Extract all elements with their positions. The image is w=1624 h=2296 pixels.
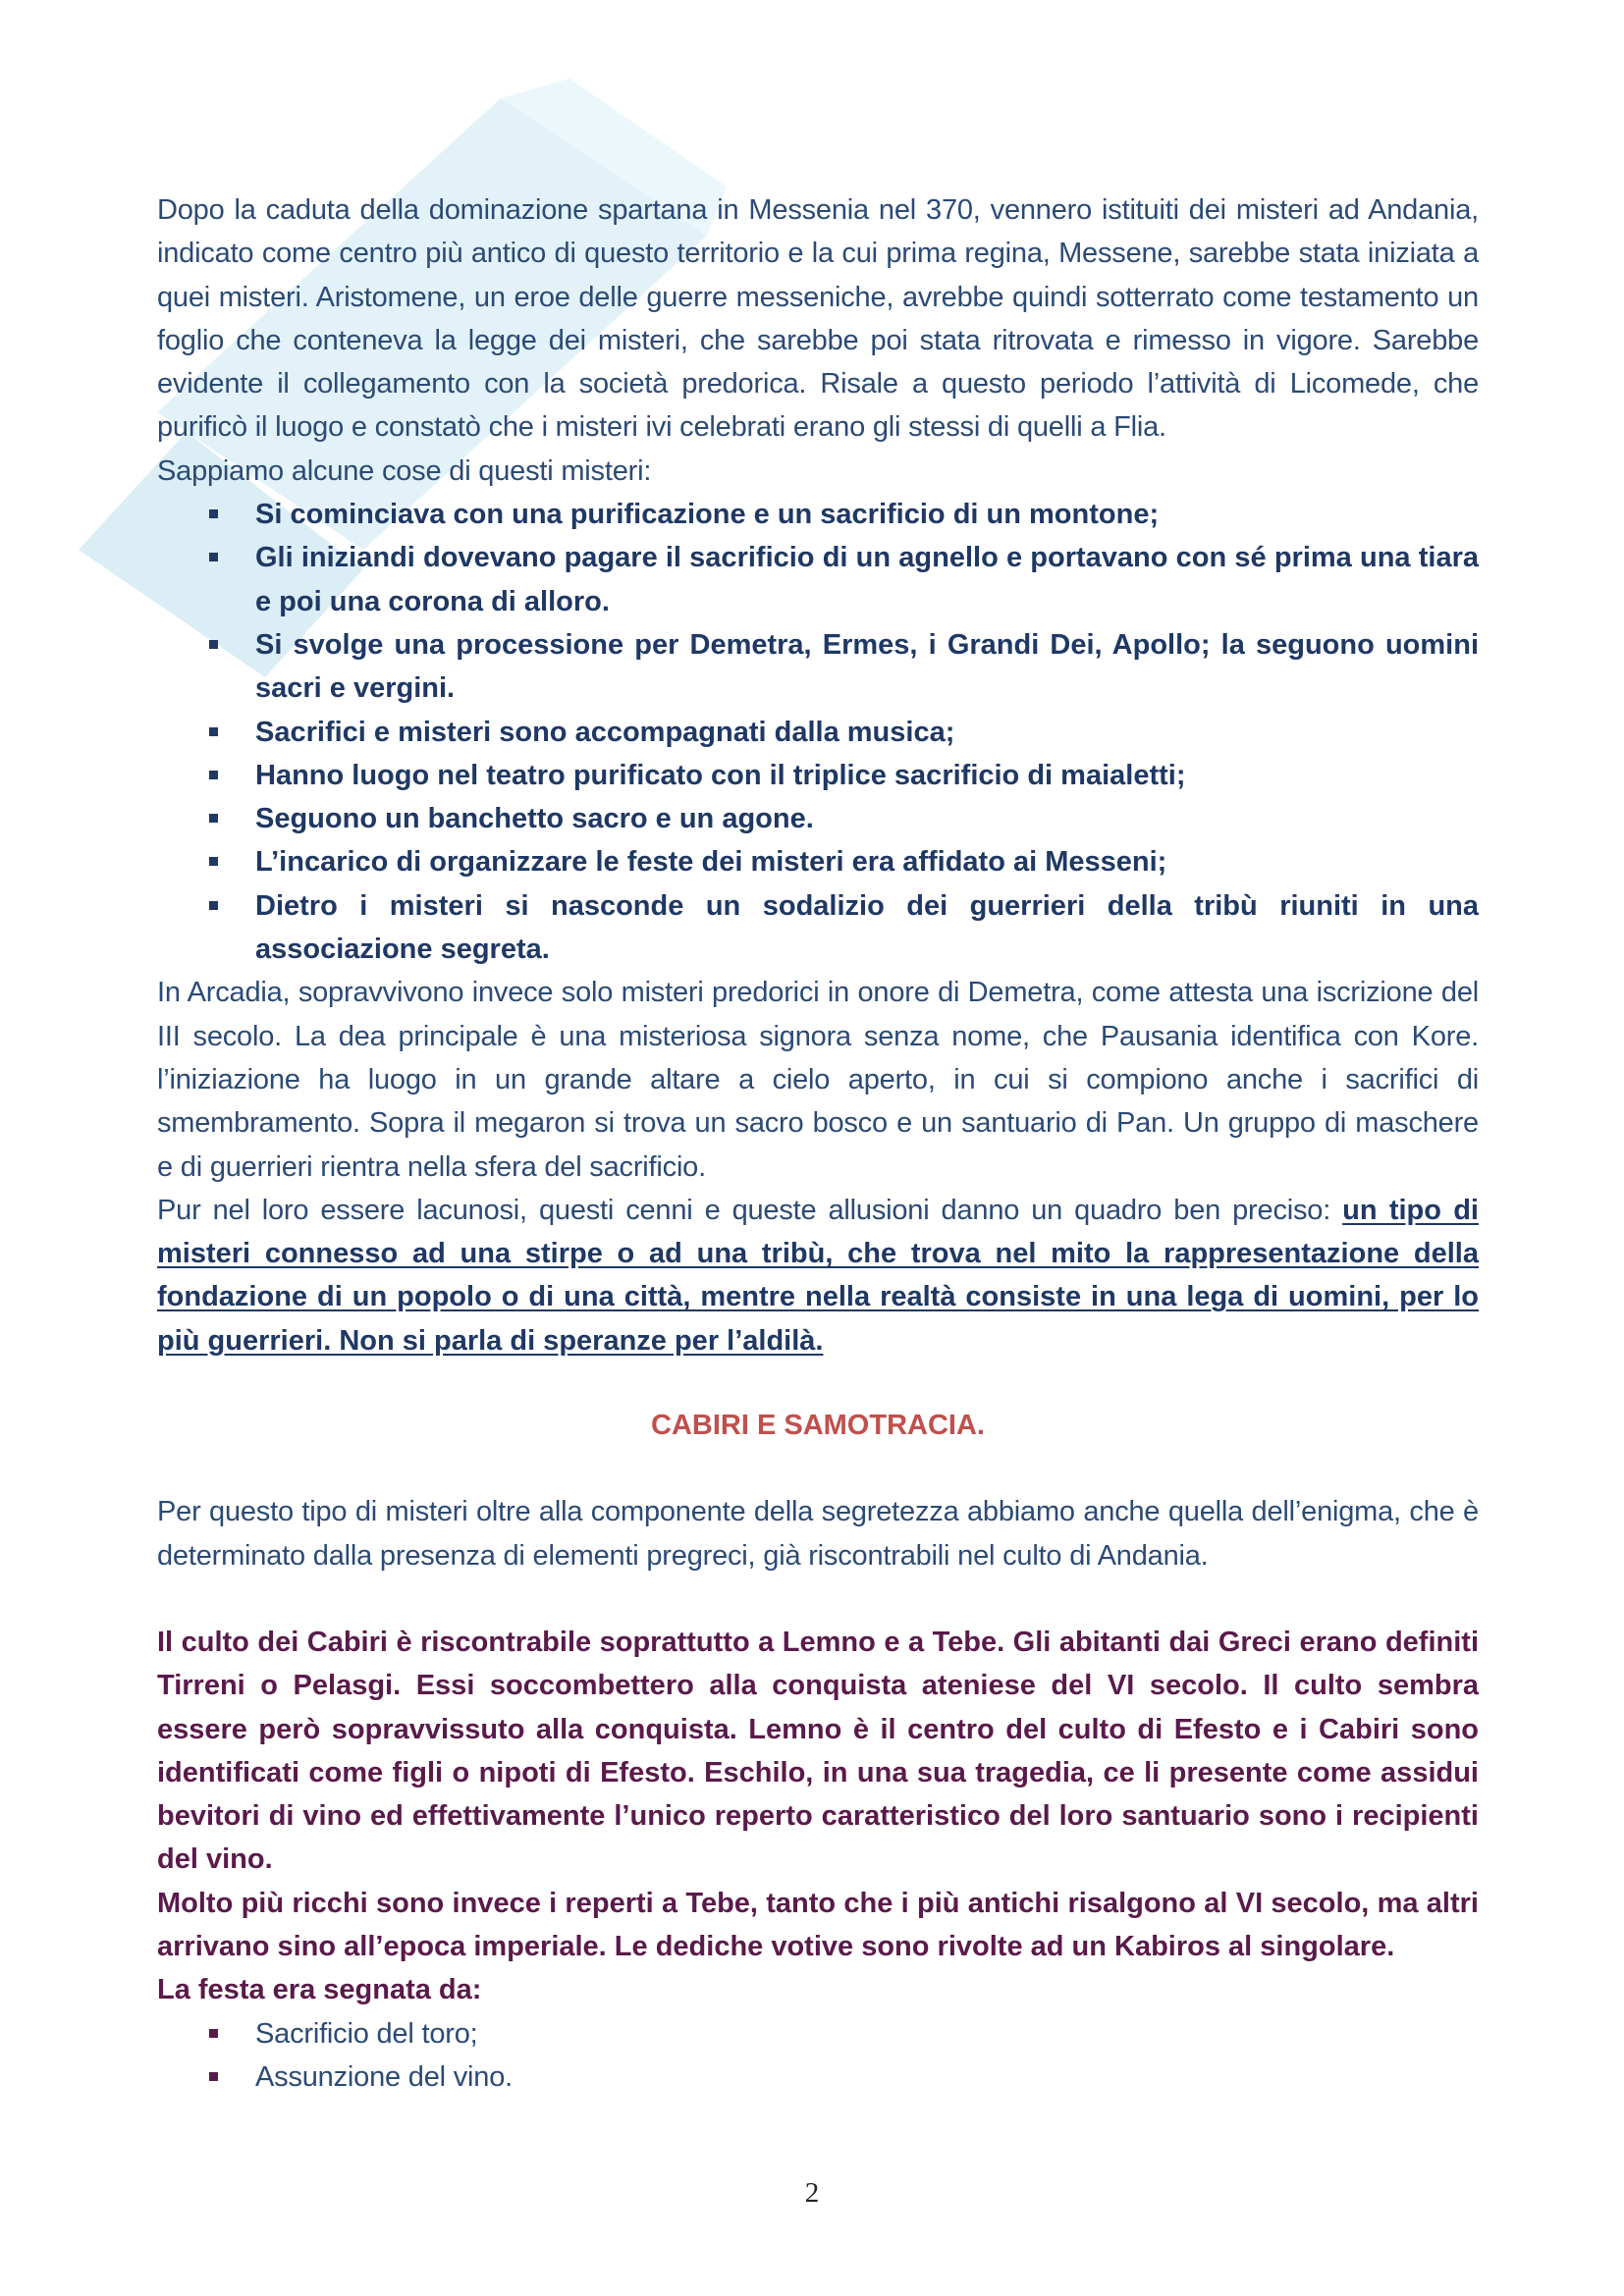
list-item: Hanno luogo nel teatro purificato con il triplice sacrificio di maialetti;	[157, 754, 1479, 797]
list-item: Si cominciava con una purificazione e un sacrificio di un montone;	[157, 493, 1479, 536]
list-item: Assunzione del vino.	[157, 2056, 1479, 2099]
section-intro: Per questo tipo di misteri oltre alla componente della segretezza abbiamo anche quella dell’enigma, che è determinato dalla presenza di elementi pregreci, già riscontrabili nel culto di Andania.	[157, 1496, 1479, 1572]
intro-paragraph: Dopo la caduta della dominazione spartana in Messenia nel 370, vennero istituiti dei misteri ad Andania, indicato come centro più antico di questo territorio e la cui prima regina, Messene, sarebbe stata iniziata a quei misteri. Aristomene, un eroe delle guerre messeniche, avrebbe quindi sotterrato come testamento un foglio che conteneva la legge dei misteri, che sarebbe poi stata ritrovata e rimesso in vigore. Sarebbe evidente il collegamento con la società predorica. Risale a questo periodo l’attività di Licomede, che purificò il luogo e constatò che i misteri ivi celebrati erano gli stessi di quelli a Flia.	[157, 194, 1479, 444]
festa-intro: La festa era segnata da:	[157, 1974, 482, 2006]
festa-list	[157, 2012, 1479, 2100]
mysteries-list	[157, 493, 1479, 971]
lemno-paragraph: Il culto dei Cabiri è riscontrabile soprattutto a Lemno e a Tebe. Gli abitanti dai Greci erano definiti Tirreni o Pelasgi. Essi soccombettero alla conquista ateniese del VI secolo. Il culto sembra essere però sopravvissuto alla conquista. Lemno è il centro del culto di Efesto e i Cabiri sono identificati come figli o nipoti di Efesto. Eschilo, in una sua tragedia, ce li presente come assidui bevitori di vino ed effettivamente l’unico reperto caratteristico del loro santuario sono i recipienti del vino.	[157, 1626, 1479, 1876]
list-item: Si svolge una processione per Demetra, Ermes, i Grandi Dei, Apollo; la seguono uomini sacri e vergini.	[157, 623, 1479, 711]
section-heading: CABIRI E SAMOTRACIA.	[651, 1410, 985, 1442]
list-item: Dietro i misteri si nasconde un sodalizio dei guerrieri della tribù riuniti in una associazione segreta.	[157, 884, 1479, 972]
spacer	[157, 1577, 1479, 1621]
conclusion-emphasis: un tipo di misteri connesso ad una stirpe o ad una tribù, che trova nel mito la rappresentazione della fondazione di un popolo o di una città, mentre nella realtà consiste in una lega di uomini, per lo più guerrieri. Non si parla di speranze per l’aldilà.	[157, 1194, 1479, 1357]
list-intro: Sappiamo alcune cose di questi misteri:	[157, 454, 652, 487]
list-item: L’incarico di organizzare le feste dei misteri era affidato ai Messeni;	[157, 840, 1479, 883]
list-item: Gli iniziandi dovevano pagare il sacrificio di un agnello e portavano con sé prima una tiara e poi una corona di alloro.	[157, 536, 1479, 623]
conclusion-text: Pur nel loro essere lacunosi, questi cenni e queste allusioni danno un quadro ben preciso:	[157, 1194, 1343, 1226]
page-number: 2	[804, 2177, 820, 2209]
list-item: Sacrificio del toro;	[157, 2012, 1479, 2056]
document-page	[157, 188, 1479, 2099]
tebe-paragraph: Molto più ricchi sono invece i reperti a Tebe, tanto che i più antichi risalgono al VI secolo, ma altri arrivano sino all’epoca imperiale. Le dediche votive sono rivolte ad un Kabiros al singolare.	[157, 1887, 1479, 1962]
arcadia-paragraph: In Arcadia, sopravvivono invece solo misteri predorici in onore di Demetra, come attesta una iscrizione del III secolo. La dea principale è una misteriosa signora senza nome, che Pausania identifica con Kore. l’iniziazione ha luogo in un grande altare a cielo aperto, in cui si compiono anche i sacrifici di smembramento. Sopra il megaron si trova un sacro bosco e un santuario di Pan. Un gruppo di maschere e di guerrieri rientra nella sfera del sacrificio.	[157, 977, 1479, 1183]
list-item: Sacrifici e misteri sono accompagnati dalla musica;	[157, 711, 1479, 754]
conclusion-paragraph	[157, 1189, 1479, 1362]
list-item: Seguono un banchetto sacro e un agone.	[157, 797, 1479, 840]
